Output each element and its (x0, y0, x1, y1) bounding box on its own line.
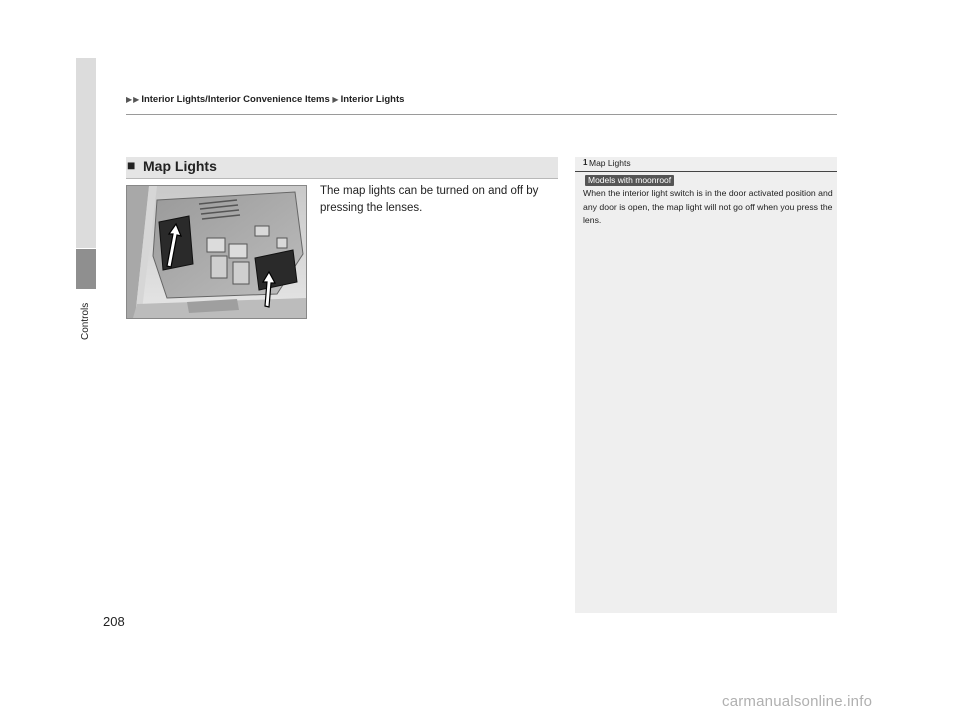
note-header (575, 157, 837, 172)
section-square-icon: ■ (127, 157, 136, 173)
note-reference-icon: 1 (583, 158, 588, 167)
breadcrumb-item-1[interactable]: Interior Lights/Interior Convenience Items (141, 94, 330, 105)
section-heading (126, 157, 558, 179)
breadcrumb-arrow-icon: ▶ (126, 95, 133, 104)
header-divider (126, 114, 837, 115)
note-panel (575, 157, 837, 613)
watermark-text[interactable]: carmanualsonline.info (722, 693, 873, 710)
breadcrumb-arrow-icon: ▶ (332, 95, 339, 104)
note-text: When the interior light switch is in the door activated position and any door is open, the map light will not go off when you press the lens. (583, 188, 833, 225)
note-title: Map Lights (589, 158, 631, 168)
section-body-text: The map lights can be turned on and off by pressing the lenses. (320, 185, 539, 214)
section-title: Map Lights (143, 158, 217, 174)
map-lights-illustration (126, 185, 307, 319)
side-tab-label[interactable]: Controls (80, 302, 91, 340)
breadcrumb (126, 94, 404, 105)
map-lights-drawing (127, 186, 306, 318)
model-badge: Models with moonroof (585, 175, 674, 186)
breadcrumb-arrow-icon: ▶ (133, 95, 140, 104)
page-number: 208 (103, 614, 125, 629)
side-tab-marker[interactable] (76, 249, 96, 289)
breadcrumb-item-2[interactable]: Interior Lights (340, 94, 405, 105)
side-tab-strip (76, 58, 96, 248)
